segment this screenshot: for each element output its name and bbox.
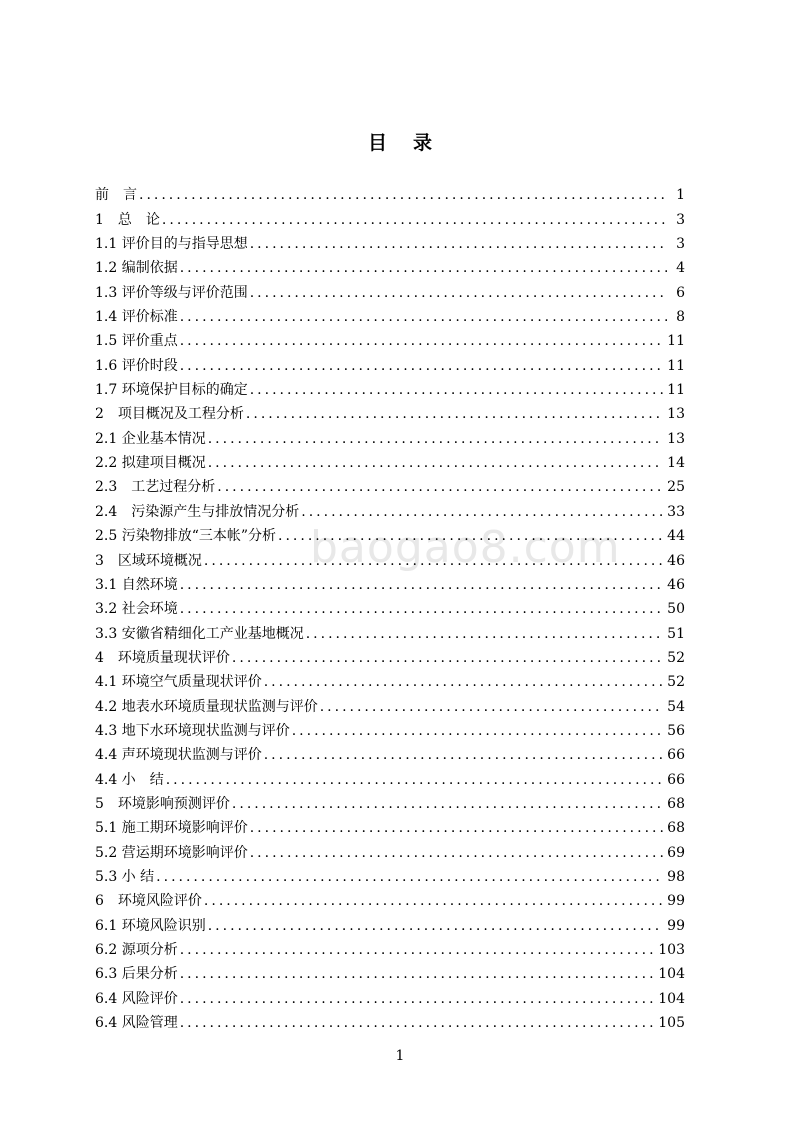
toc-leader-dots (180, 354, 663, 378)
toc-entry-page: 44 (667, 528, 685, 545)
toc-entry[interactable] (95, 986, 685, 1010)
toc-entry-label: 6.3 后果分析 (95, 966, 178, 983)
toc-entry-page: 51 (667, 625, 685, 642)
toc-entry-page: 6 (676, 284, 685, 301)
toc-entry-page: 98 (667, 868, 685, 885)
toc-entry[interactable] (95, 183, 685, 207)
toc-entry[interactable] (95, 962, 685, 986)
toc-entry-page: 3 (676, 211, 685, 228)
toc-entry-page: 66 (667, 747, 685, 764)
toc-entry[interactable] (95, 743, 685, 767)
toc-entry-page: 11 (667, 333, 685, 350)
toc-entry-label: 4 环境质量现状评价 (95, 649, 230, 666)
toc-leader-dots (180, 573, 663, 597)
toc-entry-label: 3.1 自然环境 (95, 576, 178, 593)
toc-leader-dots (139, 183, 667, 207)
toc-entry-label: 1.3 评价等级与评价范围 (95, 284, 248, 301)
toc-entry[interactable] (95, 524, 685, 548)
toc-entry[interactable] (95, 767, 685, 791)
toc-entry-label: 2.5 污染物排放“三本帐”分析 (95, 528, 277, 545)
toc-entry[interactable] (95, 280, 685, 304)
toc-entry-page: 3 (676, 236, 685, 253)
toc-entry-label: 前 言 (95, 187, 137, 204)
toc-entry-label: 2.2 拟建项目概况 (95, 455, 206, 472)
toc-entry-page: 52 (667, 649, 685, 666)
toc-entry[interactable] (95, 694, 685, 718)
toc-entry-label: 4.2 地表水环境质量现状监测与评价 (95, 698, 318, 715)
toc-entry[interactable] (95, 865, 685, 889)
toc-leader-dots (180, 987, 655, 1011)
toc-entry[interactable] (95, 573, 685, 597)
toc-entry[interactable] (95, 719, 685, 743)
toc-entry-page: 99 (667, 893, 685, 910)
toc-leader-dots (180, 256, 667, 280)
toc-leader-dots (250, 281, 667, 305)
toc-entry[interactable] (95, 548, 685, 572)
toc-leader-dots (292, 719, 663, 743)
toc-entry-label: 1.4 评价标准 (95, 309, 178, 326)
toc-entry-label: 5.2 营运期环境影响评价 (95, 844, 248, 861)
toc-entry-page: 13 (667, 406, 685, 423)
toc-entry-page: 13 (667, 430, 685, 447)
toc-entry-page: 46 (667, 576, 685, 593)
toc-entry[interactable] (95, 451, 685, 475)
toc-entry-label: 2.4 污染源产生与排放情况分析 (95, 503, 300, 520)
toc-entry-label: 4.1 环境空气质量现状评价 (95, 674, 262, 691)
toc-entry-page: 99 (667, 917, 685, 934)
toc-entry-page: 50 (667, 601, 685, 618)
toc-entry[interactable] (95, 378, 685, 402)
toc-leader-dots (166, 768, 663, 792)
toc-entry-label: 3 区域环境概况 (95, 552, 202, 569)
toc-leader-dots (180, 962, 655, 986)
toc-leader-dots (204, 889, 663, 913)
toc-leader-dots (208, 914, 663, 938)
toc-entry-label: 1.5 评价重点 (95, 333, 178, 350)
toc-entry-page: 46 (667, 552, 685, 569)
toc-entry-page: 1 (676, 187, 685, 204)
page-title: 目录 (367, 132, 458, 154)
toc-leader-dots (306, 622, 663, 646)
toc-leader-dots (250, 841, 663, 865)
toc-entry-page: 66 (667, 771, 685, 788)
toc-entry-label: 1.1 评价目的与指导思想 (95, 236, 248, 253)
toc-entry[interactable] (95, 840, 685, 864)
toc-leader-dots (204, 549, 663, 573)
toc-entry-page: 104 (658, 966, 685, 983)
toc-entry-label: 1 总 论 (95, 211, 160, 228)
toc-entry-label: 5.1 施工期环境影响评价 (95, 820, 248, 837)
toc-entry-label: 3.2 社会环境 (95, 601, 178, 618)
toc-leader-dots (208, 427, 663, 451)
toc-entry[interactable] (95, 670, 685, 694)
toc-leader-dots (232, 646, 663, 670)
toc-leader-dots (180, 1011, 655, 1035)
toc-leader-dots (250, 816, 663, 840)
toc-entry-label: 5.3 小 结 (95, 868, 155, 885)
toc-entry-label: 4.4 小 结 (95, 771, 164, 788)
toc-leader-dots (320, 695, 663, 719)
toc-entry-page: 8 (676, 309, 685, 326)
toc-leader-dots (180, 597, 663, 621)
toc-entry-page: 68 (667, 795, 685, 812)
toc-leader-dots (232, 792, 663, 816)
toc-entry[interactable] (95, 816, 685, 840)
toc-leader-dots (162, 208, 667, 232)
toc-entry-page: 33 (667, 503, 685, 520)
toc-leader-dots (250, 232, 667, 256)
toc-leader-dots (301, 500, 663, 524)
toc-entry-page: 105 (658, 1015, 685, 1032)
toc-entry-page: 68 (667, 820, 685, 837)
toc-entry[interactable] (95, 597, 685, 621)
toc-entry-page: 25 (667, 479, 685, 496)
toc-leader-dots (208, 451, 663, 475)
toc-leader-dots (180, 329, 663, 353)
toc-entry-page: 104 (658, 990, 685, 1007)
toc-entry[interactable] (95, 426, 685, 450)
toc-entry[interactable] (95, 792, 685, 816)
toc-leader-dots (264, 670, 663, 694)
toc-leader-dots (156, 865, 663, 889)
toc-entry-label: 5 环境影响预测评价 (95, 795, 230, 812)
toc-entry[interactable] (95, 329, 685, 353)
toc-entry-page: 103 (658, 942, 685, 958)
toc-entry[interactable] (95, 938, 685, 962)
toc-entry-page: 69 (667, 844, 685, 861)
watermark: baogao8.com (310, 522, 621, 573)
toc-leader-dots (180, 305, 667, 329)
toc-entry-label: 6.4 风险评价 (95, 990, 178, 1007)
toc-entry-label: 6.4 风险管理 (95, 1015, 178, 1032)
toc-entry-label: 2.3 工艺过程分析 (95, 479, 216, 496)
toc-entry[interactable] (95, 256, 685, 280)
toc-entry-page: 11 (667, 382, 685, 399)
toc-entry-label: 2.1 企业基本情况 (95, 430, 206, 447)
toc-entry-label: 3.3 安徽省精细化工产业基地概况 (95, 625, 304, 642)
toc-entry[interactable] (95, 621, 685, 645)
toc-entry[interactable] (95, 305, 685, 329)
table-of-contents (95, 183, 685, 1035)
toc-entry[interactable] (95, 499, 685, 523)
toc-entry[interactable] (95, 889, 685, 913)
toc-entry-label: 6.2 源项分析 (95, 942, 178, 958)
toc-entry-label: 6.1 环境风险识别 (95, 917, 206, 934)
toc-leader-dots (250, 378, 663, 402)
toc-leader-dots (180, 938, 655, 962)
toc-entry[interactable] (95, 646, 685, 670)
toc-entry-page: 54 (667, 698, 685, 715)
toc-entry-label: 1.7 环境保护目标的确定 (95, 382, 248, 399)
toc-entry-label: 6 环境风险评价 (95, 893, 202, 910)
toc-entry[interactable] (95, 475, 685, 499)
toc-entry[interactable] (95, 402, 685, 426)
toc-leader-dots (278, 524, 663, 548)
toc-entry[interactable] (95, 353, 685, 377)
toc-leader-dots (217, 475, 663, 499)
toc-entry-label: 4.4 声环境现状监测与评价 (95, 747, 262, 764)
toc-leader-dots (264, 743, 663, 767)
toc-entry-page: 11 (667, 357, 685, 374)
toc-entry-page: 4 (676, 260, 685, 277)
toc-entry[interactable] (95, 1011, 685, 1035)
toc-entry-label: 4.3 地下水环境现状监测与评价 (95, 722, 290, 739)
toc-entry-page: 56 (667, 722, 685, 739)
toc-entry-page: 14 (667, 455, 685, 472)
toc-entry-page: 52 (667, 674, 685, 691)
toc-entry[interactable] (95, 207, 685, 231)
toc-entry[interactable] (95, 232, 685, 256)
toc-entry-label: 2 项目概况及工程分析 (95, 406, 244, 423)
toc-leader-dots (246, 402, 663, 426)
toc-entry[interactable] (95, 913, 685, 937)
toc-entry-label: 1.6 评价时段 (95, 357, 178, 374)
toc-entry-label: 1.2 编制依据 (95, 260, 178, 277)
page-number: 1 (395, 1048, 405, 1064)
